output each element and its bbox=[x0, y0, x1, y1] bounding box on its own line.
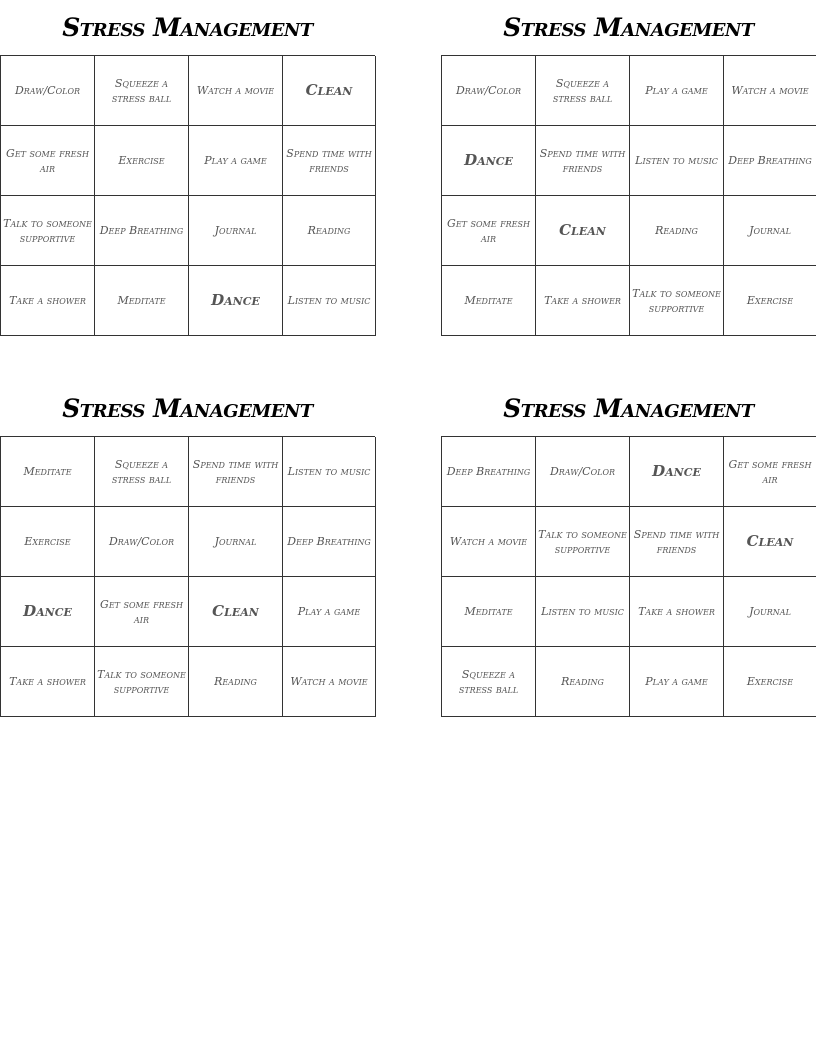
cell-label: Spend time with friends bbox=[192, 457, 279, 486]
cell-label: Listen to music bbox=[541, 605, 624, 618]
card-title: Stress Management bbox=[62, 394, 313, 423]
cell-label: Journal bbox=[214, 224, 257, 237]
grid-cell bbox=[442, 507, 536, 577]
cell-label: Squeeze a stress ball bbox=[111, 457, 172, 486]
grid-cell bbox=[724, 577, 816, 647]
cell-label: Meditate bbox=[117, 294, 166, 307]
cell-label: Watch a movie bbox=[196, 84, 275, 97]
cell-label: Draw/Color bbox=[455, 84, 522, 97]
cell-label: Talk to someone supportive bbox=[97, 667, 186, 696]
grid-cell bbox=[189, 437, 283, 507]
grid-cell bbox=[95, 647, 189, 717]
cell-label: Listen to music bbox=[287, 465, 371, 478]
cell-label: Watch a movie bbox=[290, 675, 368, 688]
grid-cell bbox=[95, 507, 189, 577]
cell-label: Talk to someone supportive bbox=[538, 527, 627, 556]
grid-cell bbox=[189, 647, 283, 717]
cell-label: Listen to music bbox=[287, 294, 371, 307]
cell-label: Clean bbox=[305, 81, 353, 99]
cell-label: Journal bbox=[749, 605, 791, 618]
grid-cell bbox=[283, 507, 376, 577]
cell-label: Listen to music bbox=[635, 154, 718, 167]
grid-cell bbox=[1, 437, 95, 507]
grid-cell bbox=[283, 577, 376, 647]
cell-label: Exercise bbox=[746, 675, 794, 688]
cell-label: Take a shower bbox=[544, 294, 621, 307]
card-title: Stress Management bbox=[503, 13, 754, 42]
cell-label: Talk to someone supportive bbox=[632, 286, 721, 315]
cell-label: Draw/Color bbox=[549, 465, 616, 478]
cell-label: Play a game bbox=[645, 675, 708, 688]
cell-label: Squeeze a stress ball bbox=[111, 76, 172, 105]
grid-cell bbox=[189, 507, 283, 577]
cell-label: Watch a movie bbox=[731, 84, 809, 97]
cell-label: Journal bbox=[749, 224, 791, 237]
cell-label: Meditate bbox=[464, 605, 513, 618]
grid-cell bbox=[442, 126, 536, 196]
grid-cell bbox=[630, 577, 724, 647]
grid-cell bbox=[536, 266, 630, 336]
grid-cell bbox=[1, 196, 95, 266]
grid-cell bbox=[95, 437, 189, 507]
cell-label: Meditate bbox=[464, 294, 513, 307]
cell-label: Deep Breathing bbox=[99, 224, 184, 237]
cell-label: Reading bbox=[655, 224, 698, 237]
cell-label: Draw/Color bbox=[14, 84, 81, 97]
cell-label: Take a shower bbox=[9, 675, 86, 688]
cell-label: Reading bbox=[214, 675, 257, 688]
cell-label: Take a shower bbox=[638, 605, 715, 618]
cell-label: Spend time with friends bbox=[539, 146, 626, 175]
grid-cell bbox=[724, 196, 816, 266]
cell-label: Get some fresh air bbox=[100, 597, 183, 626]
bingo-card bbox=[0, 381, 375, 717]
grid-cell bbox=[283, 126, 376, 196]
bingo-grid bbox=[0, 55, 375, 336]
grid-cell bbox=[536, 507, 630, 577]
bingo-grid bbox=[441, 436, 816, 717]
cell-label: Dance bbox=[464, 151, 513, 169]
grid-cell bbox=[442, 266, 536, 336]
cell-label: Clean bbox=[212, 602, 259, 620]
cell-label: Dance bbox=[652, 462, 701, 480]
grid-cell bbox=[442, 196, 536, 266]
grid-cell bbox=[630, 266, 724, 336]
grid-cell bbox=[283, 437, 376, 507]
grid-cell bbox=[724, 507, 816, 577]
cell-label: Dance bbox=[23, 602, 72, 620]
grid-cell bbox=[536, 577, 630, 647]
grid-cell bbox=[95, 266, 189, 336]
cell-label: Deep Breathing bbox=[728, 154, 812, 167]
grid-cell bbox=[442, 647, 536, 717]
cell-label: Exercise bbox=[746, 294, 794, 307]
grid-cell bbox=[95, 577, 189, 647]
cell-label: Play a game bbox=[204, 154, 267, 167]
grid-cell bbox=[630, 507, 724, 577]
grid-cell bbox=[189, 56, 283, 126]
cell-label: Dance bbox=[211, 291, 260, 309]
cell-label: Meditate bbox=[23, 465, 72, 478]
grid-cell bbox=[536, 126, 630, 196]
grid-cell bbox=[630, 196, 724, 266]
cell-label: Play a game bbox=[297, 605, 361, 618]
cell-label: Squeeze a stress ball bbox=[552, 76, 613, 105]
cell-label: Get some fresh air bbox=[6, 146, 89, 175]
grid-cell bbox=[1, 577, 95, 647]
grid-cell bbox=[724, 437, 816, 507]
grid-cell bbox=[1, 507, 95, 577]
cell-label: Deep Breathing bbox=[287, 535, 371, 548]
grid-cell bbox=[630, 647, 724, 717]
cell-label: Squeeze a stress ball bbox=[458, 667, 519, 696]
cell-label: Clean bbox=[559, 221, 606, 239]
grid-cell bbox=[189, 577, 283, 647]
grid-cell bbox=[724, 266, 816, 336]
grid-cell bbox=[95, 196, 189, 266]
grid-cell bbox=[442, 577, 536, 647]
cell-label: Exercise bbox=[24, 535, 71, 548]
grid-cell bbox=[1, 56, 95, 126]
grid-cell bbox=[630, 56, 724, 126]
grid-cell bbox=[1, 126, 95, 196]
grid-cell bbox=[536, 647, 630, 717]
grid-cell bbox=[283, 56, 376, 126]
bingo-card bbox=[441, 381, 816, 717]
cell-label: Watch a movie bbox=[449, 535, 528, 548]
cell-label: Talk to someone supportive bbox=[3, 216, 92, 245]
grid-cell bbox=[95, 56, 189, 126]
grid-cell bbox=[724, 647, 816, 717]
cell-label: Draw/Color bbox=[108, 535, 175, 548]
bingo-grid bbox=[441, 55, 816, 336]
grid-cell bbox=[536, 56, 630, 126]
bingo-card bbox=[0, 0, 375, 336]
card-title: Stress Management bbox=[503, 394, 754, 423]
grid-cell bbox=[536, 196, 630, 266]
grid-cell bbox=[189, 196, 283, 266]
cell-label: Reading bbox=[307, 224, 351, 237]
grid-cell bbox=[442, 56, 536, 126]
bingo-card bbox=[441, 0, 816, 336]
cell-label: Reading bbox=[561, 675, 604, 688]
grid-cell bbox=[189, 266, 283, 336]
cell-label: Take a shower bbox=[9, 294, 86, 307]
cell-label: Play a game bbox=[645, 84, 708, 97]
cell-label: Exercise bbox=[118, 154, 165, 167]
grid-cell bbox=[630, 437, 724, 507]
grid-cell bbox=[283, 266, 376, 336]
grid-cell bbox=[630, 126, 724, 196]
grid-cell bbox=[189, 126, 283, 196]
grid-cell bbox=[442, 437, 536, 507]
cell-label: Journal bbox=[214, 535, 257, 548]
bingo-grid bbox=[0, 436, 375, 717]
cell-label: Spend time with friends bbox=[633, 527, 720, 556]
grid-cell bbox=[724, 56, 816, 126]
grid-cell bbox=[283, 196, 376, 266]
cell-label: Spend time with friends bbox=[286, 146, 372, 175]
cell-label: Clean bbox=[746, 532, 794, 550]
grid-cell bbox=[724, 126, 816, 196]
grid-cell bbox=[1, 647, 95, 717]
card-title: Stress Management bbox=[62, 13, 313, 42]
cell-label: Get some fresh air bbox=[728, 457, 812, 486]
grid-cell bbox=[95, 126, 189, 196]
grid-cell bbox=[283, 647, 376, 717]
cell-label: Get some fresh air bbox=[447, 216, 530, 245]
cell-label: Deep Breathing bbox=[446, 465, 531, 478]
grid-cell bbox=[536, 437, 630, 507]
grid-cell bbox=[1, 266, 95, 336]
